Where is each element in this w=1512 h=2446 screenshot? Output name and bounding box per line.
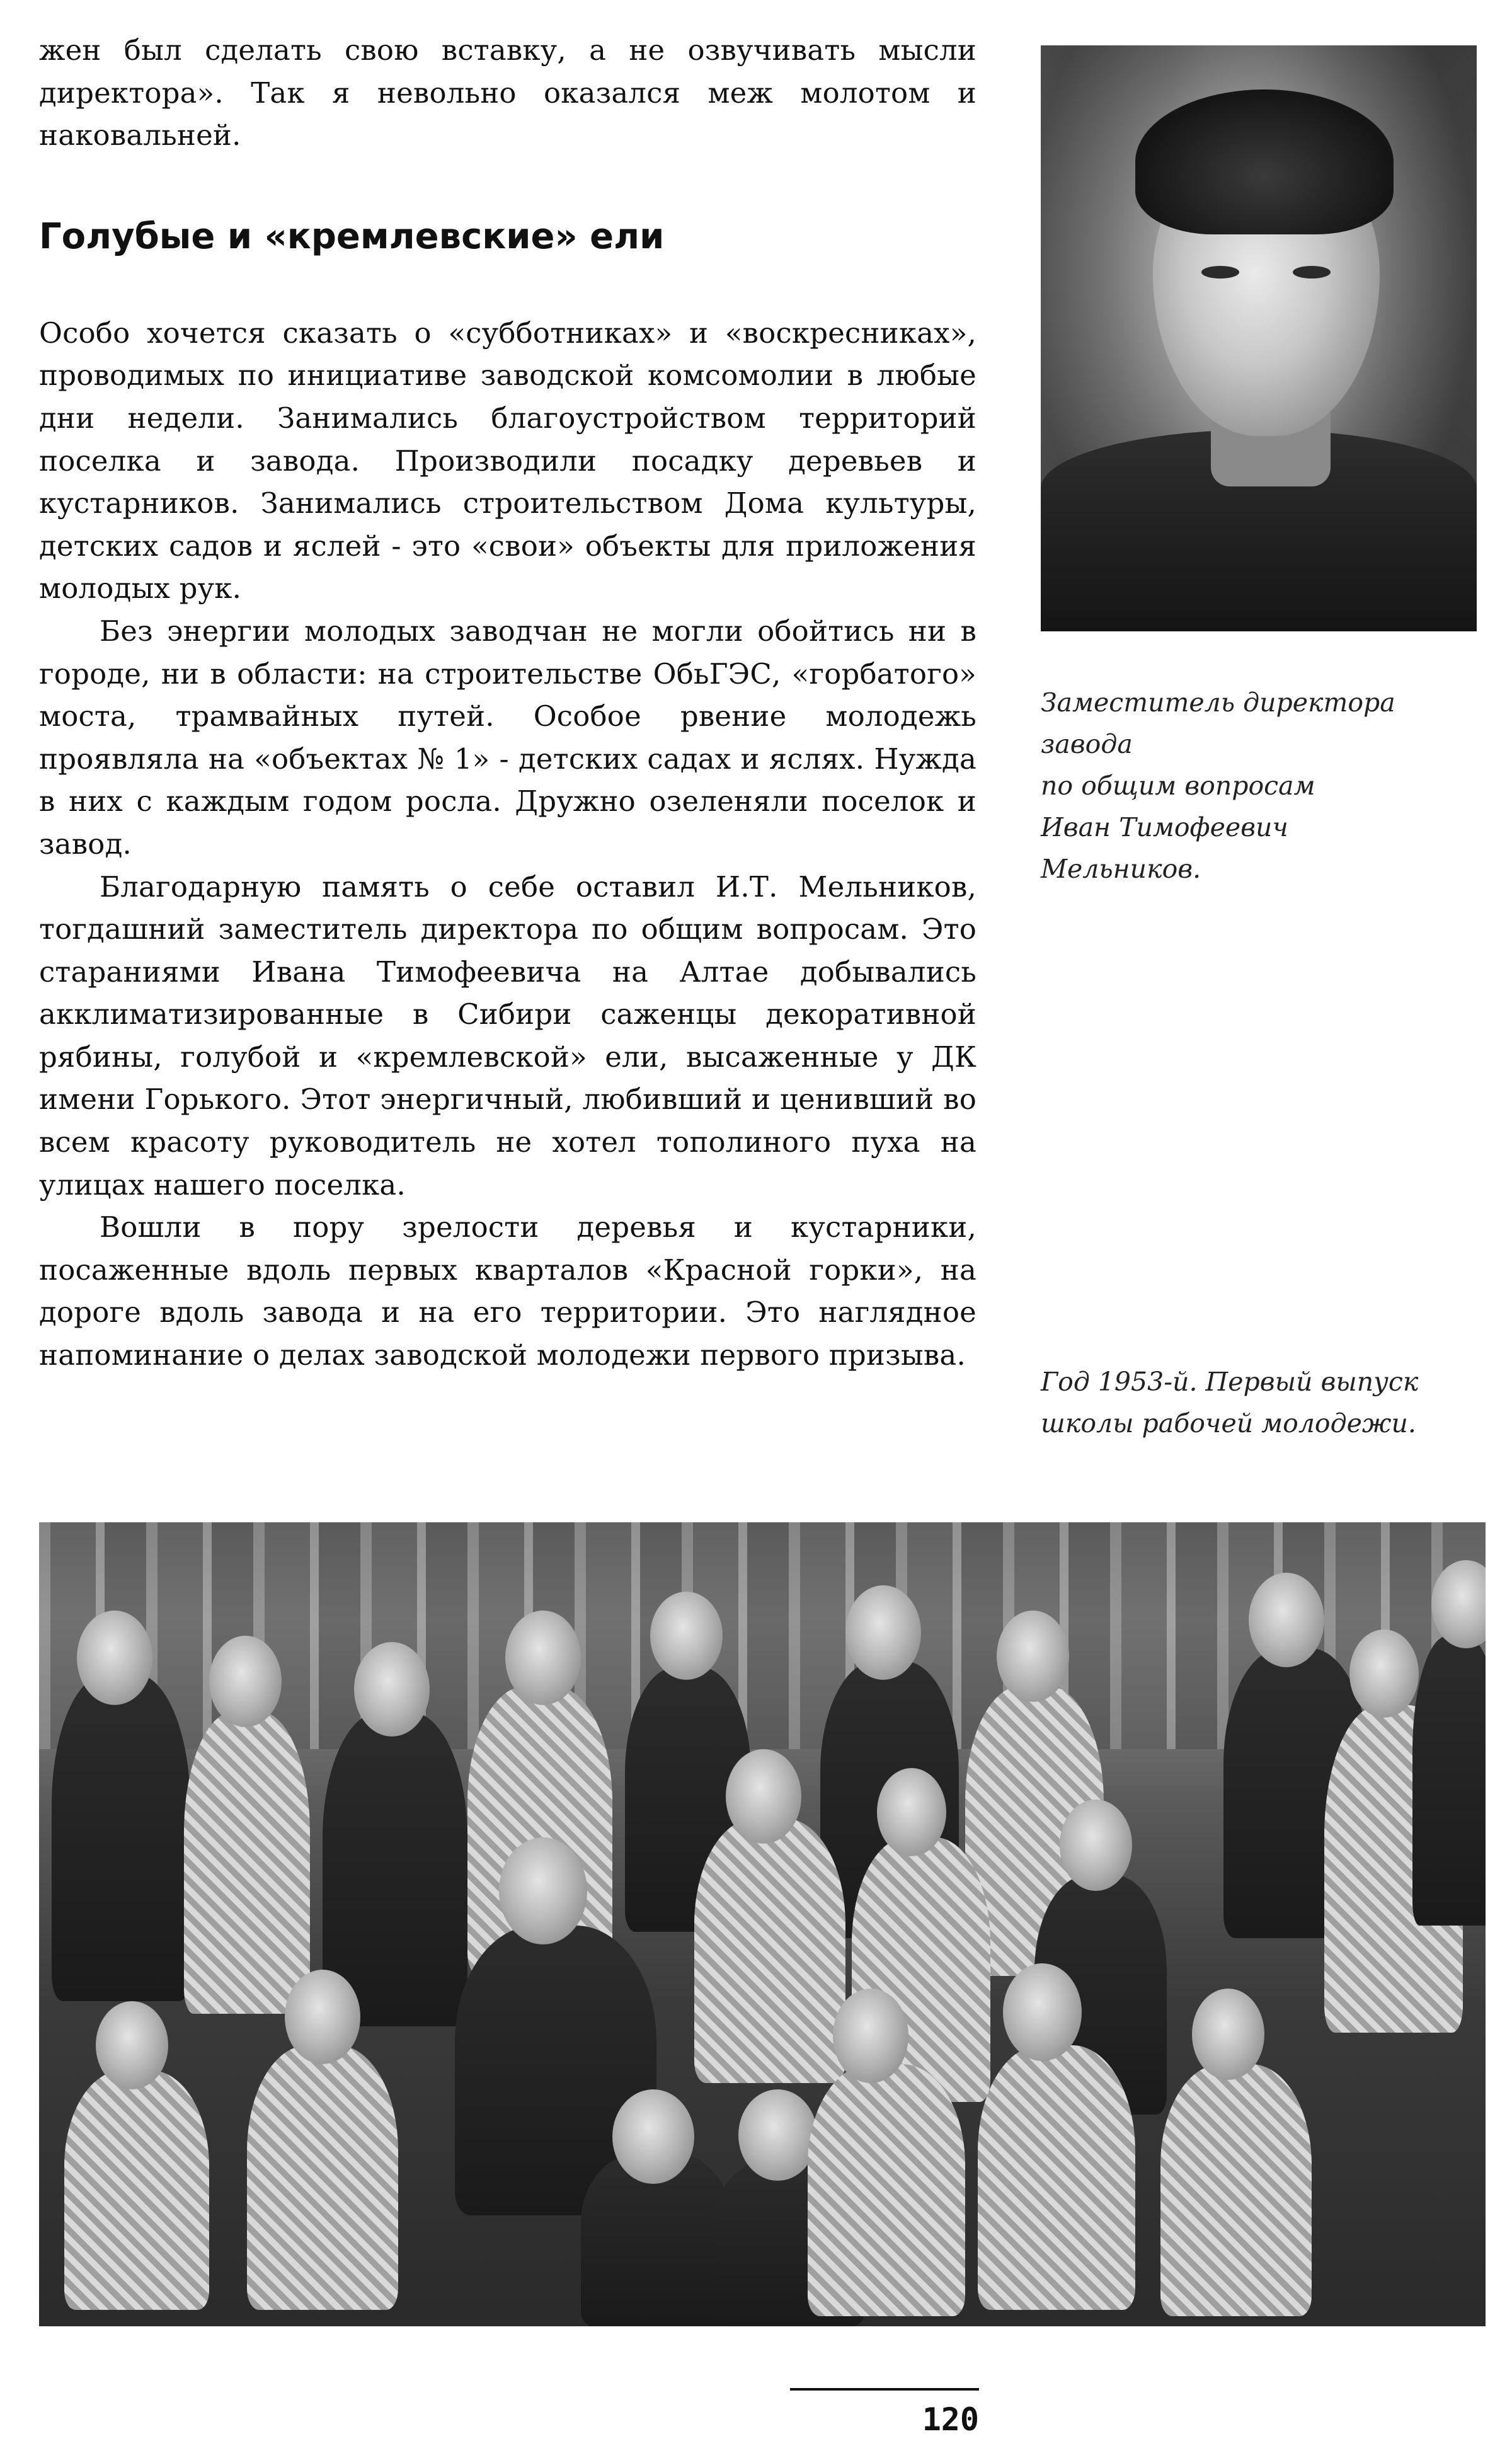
caption-line: Год 1953-й. Первый выпуск [1041,1367,1419,1397]
caption-line: Иван Тимофеевич [1041,812,1288,842]
paragraph-subbotniki: Особо хочется сказать о «субботниках» и «воскресниках», проводимых по инициативе заводской комсомолии в любые дни недели. Занимались благоустройством территорий поселка и завода. Производили посадку деревьев и кустарников. Занимались строительством Дома культуры, детских садов и яслей - это «свои» объекты для приложения молодых рук. [39,316,976,606]
caption-line: Мельников. [1041,854,1201,884]
paragraph-melnikov: Благодарную память о себе оставил И.Т. Мельников, тогдашний заместитель директора по общим вопросам. Это стараниями Ивана Тимофеевича на Алтае добывались акклиматизированные в Сибири саженцы декоративной рябины, голубой и «кремлевской» ели, высаженные у ДК имени Горького. Этот энергичный, любивший и ценивший во всем красоту руководитель не хотел тополиного пуха на улицах нашего поселка. [39,870,976,1202]
caption-line: по общим вопросам [1041,771,1315,801]
caption-line: Заместитель директора завода [1041,687,1395,759]
section-heading: Голубые и «кремлевские» ели [39,215,665,257]
paragraph-continued: жен был сделать свою вставку, а не озвучивать мысли директора». Так я невольно оказался меж молотом и наковальней. [39,33,976,152]
group-photo [39,1522,1486,2326]
portrait-caption [1041,682,1482,890]
main-text-column [39,29,976,1377]
caption-line: школы рабочей молодежи. [1041,1408,1416,1438]
page-number-rule [790,2388,979,2391]
paragraph-young-energy: Без энергии молодых заводчан не могли обойтись ни в городе, ни в области: на строительстве ОбьГЭС, «горбатого» моста, трамвайных путей. Особое рвение молодежь проявляла на «объектах № 1» - детских садах и яслях. Нужда в них с каждым годом росла. Дружно озеленяли поселок и завод. [39,614,976,861]
portrait-photo [1041,45,1477,631]
paragraph-trees-matured: Вошли в пору зрелости деревья и кустарники, посаженные вдоль первых кварталов «Красной горки», на дороге вдоль завода и на его территории. Это наглядное напоминание о делах заводской молодежи первого призыва. [39,1210,976,1372]
page-number: 120 [922,2401,979,2438]
group-photo-caption [1041,1361,1482,1444]
